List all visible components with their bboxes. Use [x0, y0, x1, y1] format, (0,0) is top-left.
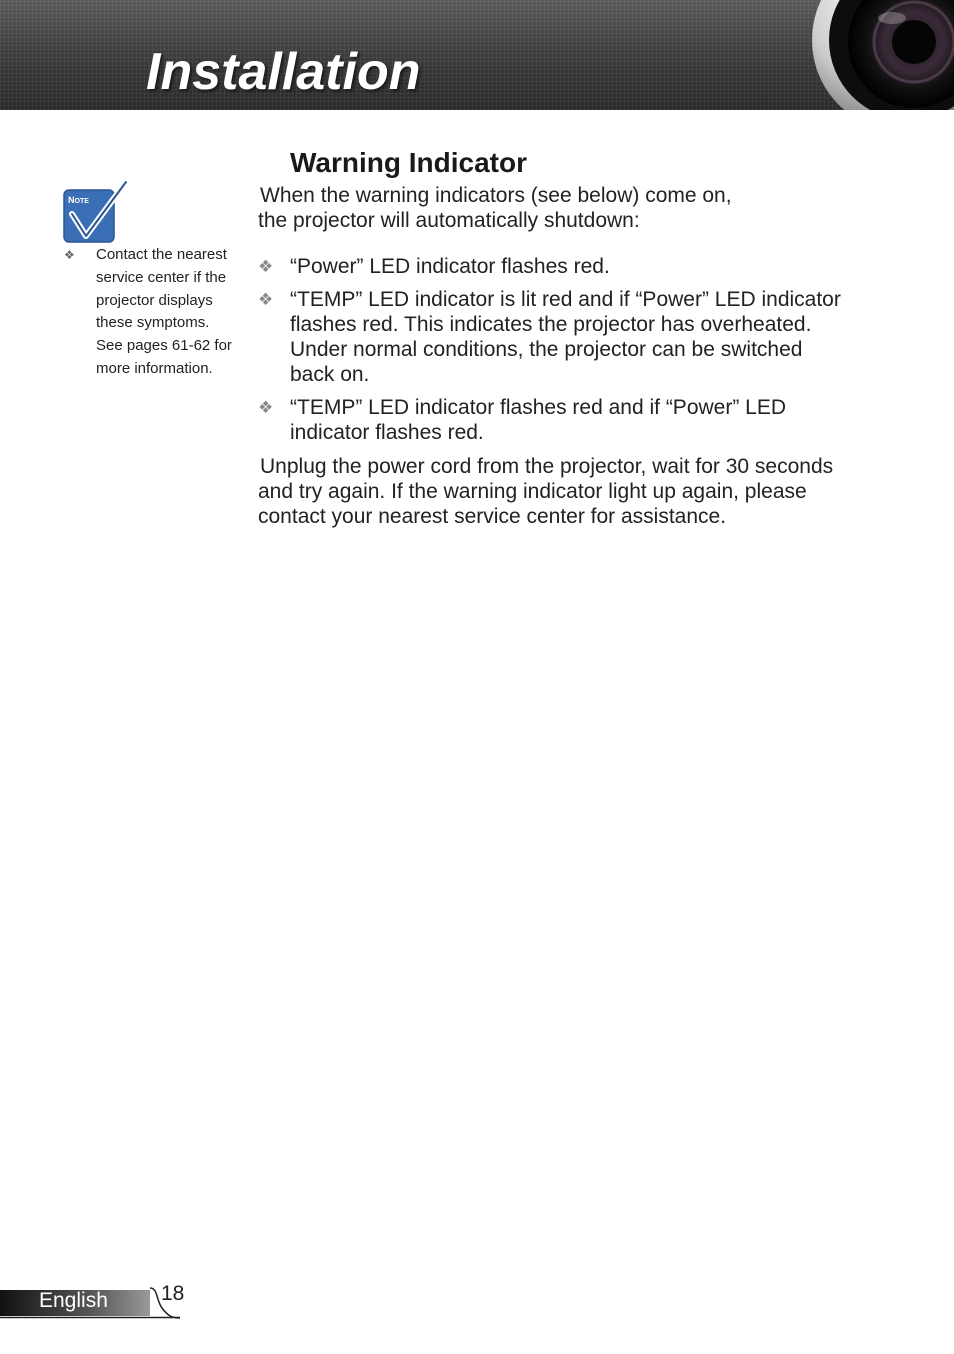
note-line: Contact the nearest: [96, 246, 227, 263]
bullet-line: “TEMP” LED indicator is lit red and if “Power” LED indicator: [290, 288, 841, 311]
bullet-line: back on.: [290, 363, 370, 386]
outro-line: Unplug the power cord from the projector, wait for 30 seconds: [260, 455, 834, 478]
bullet-line: flashes red. This indicates the projector has overheated.: [290, 313, 812, 336]
list-item: [258, 254, 898, 279]
diamond-bullet-icon: ❖: [258, 290, 274, 309]
bullet-line: indicator flashes red.: [290, 421, 484, 444]
note-line: service center if the: [96, 268, 227, 286]
note-list: [64, 244, 244, 381]
diamond-bullet-icon: ❖: [258, 257, 274, 276]
bullet-line: Under normal conditions, the projector can be switched: [290, 338, 803, 361]
section-title: Warning Indicator: [290, 147, 527, 178]
intro-line: When the warning indicators (see below) come on,: [260, 184, 732, 207]
note-item: [64, 244, 244, 381]
list-item: [258, 395, 898, 445]
bullet-line: “Power” LED indicator flashes red.: [290, 255, 610, 278]
intro-line: the projector will automatically shutdown:: [258, 209, 640, 232]
note-check-icon: [62, 180, 128, 244]
page-title: Installation: [146, 43, 421, 101]
note-line: more information.: [96, 359, 213, 377]
header-banner: [0, 0, 954, 110]
bullet-line: “TEMP” LED indicator flashes red and if “Power” LED: [290, 396, 787, 419]
note-line: projector displays: [96, 291, 213, 309]
list-item: [258, 287, 898, 387]
outro-line: contact your nearest service center for assistance.: [258, 505, 727, 528]
outro-line: and try again. If the warning indicator light up again, please: [258, 480, 807, 503]
page-number: 18: [161, 1282, 185, 1305]
diamond-bullet-icon: ❖: [258, 398, 274, 417]
svg-text:NOTE: NOTE: [68, 195, 89, 205]
outro-paragraph: [258, 454, 898, 529]
footer-language: English: [39, 1289, 108, 1312]
warning-bullet-list: [258, 254, 898, 453]
note-line: these symptoms.: [96, 314, 210, 332]
projector-lens-icon: [764, 0, 954, 110]
diamond-bullet-icon: ❖: [64, 248, 75, 262]
intro-paragraph: [258, 183, 798, 233]
note-line: See pages 61-62 for: [96, 337, 232, 355]
